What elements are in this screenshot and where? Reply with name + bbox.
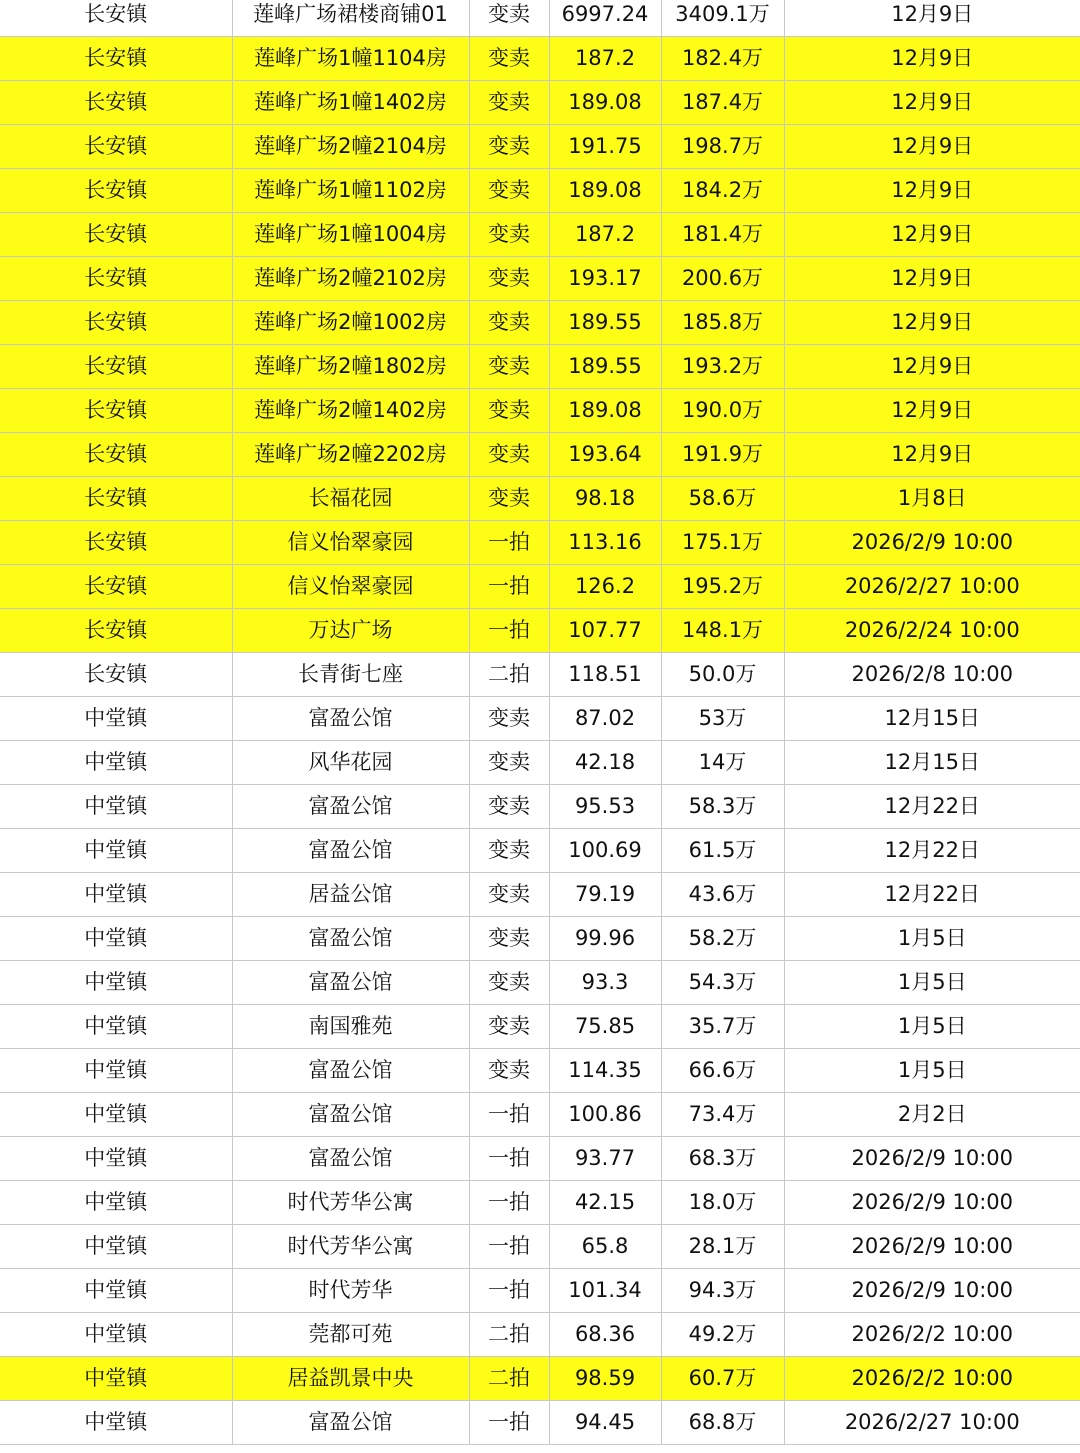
table-row — [0, 565, 1080, 609]
table-row — [0, 433, 1080, 477]
price-cell: 58.3万 — [661, 785, 784, 829]
table-row — [0, 1401, 1080, 1445]
sale-type-cell: 变卖 — [469, 37, 549, 81]
date-cell: 12月9日 — [784, 433, 1080, 477]
table-row — [0, 1005, 1080, 1049]
area-cell: 191.75 — [549, 125, 661, 169]
property-name-cell: 万达广场 — [232, 609, 469, 653]
price-cell: 35.7万 — [661, 1005, 784, 1049]
sale-type-cell: 二拍 — [469, 653, 549, 697]
table-row — [0, 1137, 1080, 1181]
town-cell: 中堂镇 — [0, 785, 232, 829]
date-cell: 2026/2/27 10:00 — [784, 565, 1080, 609]
town-cell: 长安镇 — [0, 477, 232, 521]
table-row — [0, 301, 1080, 345]
property-name-cell: 富盈公馆 — [232, 1401, 469, 1445]
area-cell: 79.19 — [549, 873, 661, 917]
area-cell: 95.53 — [549, 785, 661, 829]
sale-type-cell: 变卖 — [469, 125, 549, 169]
sale-type-cell: 变卖 — [469, 785, 549, 829]
area-cell: 65.8 — [549, 1225, 661, 1269]
table-row — [0, 1225, 1080, 1269]
town-cell: 长安镇 — [0, 521, 232, 565]
date-cell: 12月9日 — [784, 0, 1080, 37]
table-row — [0, 1093, 1080, 1137]
table-row — [0, 917, 1080, 961]
date-cell: 1月5日 — [784, 1049, 1080, 1093]
property-name-cell: 富盈公馆 — [232, 697, 469, 741]
area-cell: 189.55 — [549, 301, 661, 345]
town-cell: 长安镇 — [0, 125, 232, 169]
table-row — [0, 653, 1080, 697]
table-row — [0, 697, 1080, 741]
area-cell: 93.3 — [549, 961, 661, 1005]
table-row — [0, 169, 1080, 213]
price-cell: 60.7万 — [661, 1357, 784, 1401]
table-row — [0, 345, 1080, 389]
property-name-cell: 莲峰广场2幢2104房 — [232, 125, 469, 169]
sale-type-cell: 一拍 — [469, 1225, 549, 1269]
table-row — [0, 1181, 1080, 1225]
sale-type-cell: 变卖 — [469, 917, 549, 961]
price-cell: 66.6万 — [661, 1049, 784, 1093]
date-cell: 2026/2/9 10:00 — [784, 1269, 1080, 1313]
table-row — [0, 389, 1080, 433]
area-cell: 42.18 — [549, 741, 661, 785]
date-cell: 12月22日 — [784, 873, 1080, 917]
date-cell: 12月9日 — [784, 213, 1080, 257]
area-cell: 189.08 — [549, 81, 661, 125]
sale-type-cell: 一拍 — [469, 1401, 549, 1445]
date-cell: 2026/2/9 10:00 — [784, 1225, 1080, 1269]
price-cell: 58.6万 — [661, 477, 784, 521]
price-cell: 94.3万 — [661, 1269, 784, 1313]
property-name-cell: 富盈公馆 — [232, 1093, 469, 1137]
property-name-cell: 莲峰广场2幢1002房 — [232, 301, 469, 345]
price-cell: 68.8万 — [661, 1401, 784, 1445]
date-cell: 12月9日 — [784, 389, 1080, 433]
property-name-cell: 莞都可苑 — [232, 1313, 469, 1357]
town-cell: 中堂镇 — [0, 1137, 232, 1181]
town-cell: 中堂镇 — [0, 961, 232, 1005]
date-cell: 12月9日 — [784, 257, 1080, 301]
table-row — [0, 1313, 1080, 1357]
date-cell: 12月22日 — [784, 785, 1080, 829]
sale-type-cell: 一拍 — [469, 521, 549, 565]
date-cell: 1月8日 — [784, 477, 1080, 521]
table-row — [0, 0, 1080, 37]
property-name-cell: 莲峰广场1幢1004房 — [232, 213, 469, 257]
town-cell: 长安镇 — [0, 389, 232, 433]
date-cell: 1月5日 — [784, 917, 1080, 961]
property-name-cell: 富盈公馆 — [232, 785, 469, 829]
table-row — [0, 477, 1080, 521]
town-cell: 长安镇 — [0, 257, 232, 301]
town-cell: 长安镇 — [0, 81, 232, 125]
table-row — [0, 1269, 1080, 1313]
table-row — [0, 257, 1080, 301]
date-cell: 2026/2/9 10:00 — [784, 1181, 1080, 1225]
table-row — [0, 125, 1080, 169]
price-cell: 200.6万 — [661, 257, 784, 301]
price-cell: 148.1万 — [661, 609, 784, 653]
property-name-cell: 富盈公馆 — [232, 961, 469, 1005]
sale-type-cell: 变卖 — [469, 81, 549, 125]
property-name-cell: 居益凯景中央 — [232, 1357, 469, 1401]
sale-type-cell: 变卖 — [469, 1005, 549, 1049]
property-name-cell: 时代芳华 — [232, 1269, 469, 1313]
property-name-cell: 富盈公馆 — [232, 1137, 469, 1181]
town-cell: 长安镇 — [0, 609, 232, 653]
property-name-cell: 长青街七座 — [232, 653, 469, 697]
sale-type-cell: 变卖 — [469, 697, 549, 741]
area-cell: 98.18 — [549, 477, 661, 521]
town-cell: 中堂镇 — [0, 697, 232, 741]
price-cell: 53万 — [661, 697, 784, 741]
sale-type-cell: 变卖 — [469, 829, 549, 873]
date-cell: 2026/2/2 10:00 — [784, 1313, 1080, 1357]
property-name-cell: 风华花园 — [232, 741, 469, 785]
price-cell: 28.1万 — [661, 1225, 784, 1269]
sale-type-cell: 变卖 — [469, 169, 549, 213]
area-cell: 126.2 — [549, 565, 661, 609]
property-name-cell: 莲峰广场2幢1402房 — [232, 389, 469, 433]
property-name-cell: 莲峰广场2幢1802房 — [232, 345, 469, 389]
date-cell: 2026/2/2 10:00 — [784, 1357, 1080, 1401]
date-cell: 2026/2/8 10:00 — [784, 653, 1080, 697]
sale-type-cell: 变卖 — [469, 433, 549, 477]
property-name-cell: 莲峰广场裙楼商铺01 — [232, 0, 469, 37]
sale-type-cell: 二拍 — [469, 1313, 549, 1357]
town-cell: 长安镇 — [0, 565, 232, 609]
area-cell: 101.34 — [549, 1269, 661, 1313]
area-cell: 187.2 — [549, 37, 661, 81]
date-cell: 2026/2/27 10:00 — [784, 1401, 1080, 1445]
price-cell: 54.3万 — [661, 961, 784, 1005]
area-cell: 99.96 — [549, 917, 661, 961]
date-cell: 12月9日 — [784, 301, 1080, 345]
sale-type-cell: 一拍 — [469, 1093, 549, 1137]
area-cell: 93.77 — [549, 1137, 661, 1181]
price-cell: 18.0万 — [661, 1181, 784, 1225]
price-cell: 184.2万 — [661, 169, 784, 213]
sale-type-cell: 一拍 — [469, 1269, 549, 1313]
table-row — [0, 961, 1080, 1005]
sale-type-cell: 变卖 — [469, 0, 549, 37]
sale-type-cell: 变卖 — [469, 257, 549, 301]
date-cell: 12月15日 — [784, 697, 1080, 741]
date-cell: 12月15日 — [784, 741, 1080, 785]
property-name-cell: 莲峰广场1幢1104房 — [232, 37, 469, 81]
property-name-cell: 莲峰广场1幢1402房 — [232, 81, 469, 125]
date-cell: 12月9日 — [784, 345, 1080, 389]
date-cell: 2026/2/9 10:00 — [784, 1137, 1080, 1181]
price-cell: 49.2万 — [661, 1313, 784, 1357]
date-cell: 2026/2/24 10:00 — [784, 609, 1080, 653]
town-cell: 长安镇 — [0, 301, 232, 345]
sale-type-cell: 变卖 — [469, 873, 549, 917]
price-cell: 187.4万 — [661, 81, 784, 125]
town-cell: 中堂镇 — [0, 1005, 232, 1049]
price-cell: 195.2万 — [661, 565, 784, 609]
date-cell: 12月9日 — [784, 81, 1080, 125]
area-cell: 94.45 — [549, 1401, 661, 1445]
date-cell: 12月9日 — [784, 125, 1080, 169]
price-cell: 198.7万 — [661, 125, 784, 169]
area-cell: 118.51 — [549, 653, 661, 697]
town-cell: 长安镇 — [0, 345, 232, 389]
price-cell: 58.2万 — [661, 917, 784, 961]
area-cell: 42.15 — [549, 1181, 661, 1225]
property-name-cell: 富盈公馆 — [232, 1049, 469, 1093]
area-cell: 75.85 — [549, 1005, 661, 1049]
area-cell: 189.08 — [549, 389, 661, 433]
date-cell: 1月5日 — [784, 961, 1080, 1005]
sale-type-cell: 变卖 — [469, 213, 549, 257]
date-cell: 12月22日 — [784, 829, 1080, 873]
price-cell: 3409.1万 — [661, 0, 784, 37]
table-row — [0, 829, 1080, 873]
town-cell: 中堂镇 — [0, 1049, 232, 1093]
date-cell: 2月2日 — [784, 1093, 1080, 1137]
sale-type-cell: 变卖 — [469, 301, 549, 345]
table-row — [0, 81, 1080, 125]
town-cell: 长安镇 — [0, 653, 232, 697]
area-cell: 114.35 — [549, 1049, 661, 1093]
property-name-cell: 莲峰广场2幢2202房 — [232, 433, 469, 477]
sale-type-cell: 变卖 — [469, 389, 549, 433]
price-cell: 193.2万 — [661, 345, 784, 389]
town-cell: 长安镇 — [0, 169, 232, 213]
town-cell: 中堂镇 — [0, 741, 232, 785]
town-cell: 中堂镇 — [0, 1357, 232, 1401]
price-cell: 181.4万 — [661, 213, 784, 257]
date-cell: 12月9日 — [784, 37, 1080, 81]
town-cell: 中堂镇 — [0, 917, 232, 961]
area-cell: 107.77 — [549, 609, 661, 653]
property-name-cell: 南国雅苑 — [232, 1005, 469, 1049]
town-cell: 长安镇 — [0, 213, 232, 257]
price-cell: 190.0万 — [661, 389, 784, 433]
sale-type-cell: 一拍 — [469, 1181, 549, 1225]
town-cell: 长安镇 — [0, 433, 232, 477]
area-cell: 100.86 — [549, 1093, 661, 1137]
price-cell: 182.4万 — [661, 37, 784, 81]
town-cell: 中堂镇 — [0, 1401, 232, 1445]
town-cell: 中堂镇 — [0, 1269, 232, 1313]
property-name-cell: 信义怡翠豪园 — [232, 521, 469, 565]
date-cell: 2026/2/9 10:00 — [784, 521, 1080, 565]
sale-type-cell: 一拍 — [469, 565, 549, 609]
town-cell: 中堂镇 — [0, 1313, 232, 1357]
sale-type-cell: 变卖 — [469, 961, 549, 1005]
town-cell: 中堂镇 — [0, 1225, 232, 1269]
price-cell: 50.0万 — [661, 653, 784, 697]
sale-type-cell: 一拍 — [469, 1137, 549, 1181]
table-row — [0, 213, 1080, 257]
property-name-cell: 信义怡翠豪园 — [232, 565, 469, 609]
town-cell: 中堂镇 — [0, 829, 232, 873]
property-name-cell: 富盈公馆 — [232, 917, 469, 961]
town-cell: 中堂镇 — [0, 1181, 232, 1225]
property-name-cell: 莲峰广场2幢2102房 — [232, 257, 469, 301]
sale-type-cell: 一拍 — [469, 609, 549, 653]
town-cell: 长安镇 — [0, 37, 232, 81]
property-name-cell: 时代芳华公寓 — [232, 1225, 469, 1269]
area-cell: 6997.24 — [549, 0, 661, 37]
property-name-cell: 莲峰广场1幢1102房 — [232, 169, 469, 213]
town-cell: 中堂镇 — [0, 1093, 232, 1137]
area-cell: 100.69 — [549, 829, 661, 873]
town-cell: 长安镇 — [0, 0, 232, 37]
sale-type-cell: 变卖 — [469, 345, 549, 389]
price-cell: 61.5万 — [661, 829, 784, 873]
table-row — [0, 37, 1080, 81]
date-cell: 1月5日 — [784, 1005, 1080, 1049]
property-name-cell: 时代芳华公寓 — [232, 1181, 469, 1225]
area-cell: 98.59 — [549, 1357, 661, 1401]
table-row — [0, 521, 1080, 565]
area-cell: 193.17 — [549, 257, 661, 301]
table-row — [0, 741, 1080, 785]
price-cell: 175.1万 — [661, 521, 784, 565]
property-name-cell: 居益公馆 — [232, 873, 469, 917]
area-cell: 87.02 — [549, 697, 661, 741]
area-cell: 189.08 — [549, 169, 661, 213]
town-cell: 中堂镇 — [0, 873, 232, 917]
table-row — [0, 1049, 1080, 1093]
price-cell: 185.8万 — [661, 301, 784, 345]
price-cell: 73.4万 — [661, 1093, 784, 1137]
price-cell: 14万 — [661, 741, 784, 785]
price-cell: 43.6万 — [661, 873, 784, 917]
sale-type-cell: 变卖 — [469, 741, 549, 785]
date-cell: 12月9日 — [784, 169, 1080, 213]
area-cell: 189.55 — [549, 345, 661, 389]
sale-type-cell: 变卖 — [469, 1049, 549, 1093]
table-row — [0, 785, 1080, 829]
table-row — [0, 609, 1080, 653]
table-row — [0, 1357, 1080, 1401]
area-cell: 68.36 — [549, 1313, 661, 1357]
property-name-cell: 富盈公馆 — [232, 829, 469, 873]
area-cell: 193.64 — [549, 433, 661, 477]
price-cell: 191.9万 — [661, 433, 784, 477]
area-cell: 187.2 — [549, 213, 661, 257]
sale-type-cell: 二拍 — [469, 1357, 549, 1401]
area-cell: 113.16 — [549, 521, 661, 565]
table-row — [0, 873, 1080, 917]
property-name-cell: 长福花园 — [232, 477, 469, 521]
sale-type-cell: 变卖 — [469, 477, 549, 521]
price-cell: 68.3万 — [661, 1137, 784, 1181]
